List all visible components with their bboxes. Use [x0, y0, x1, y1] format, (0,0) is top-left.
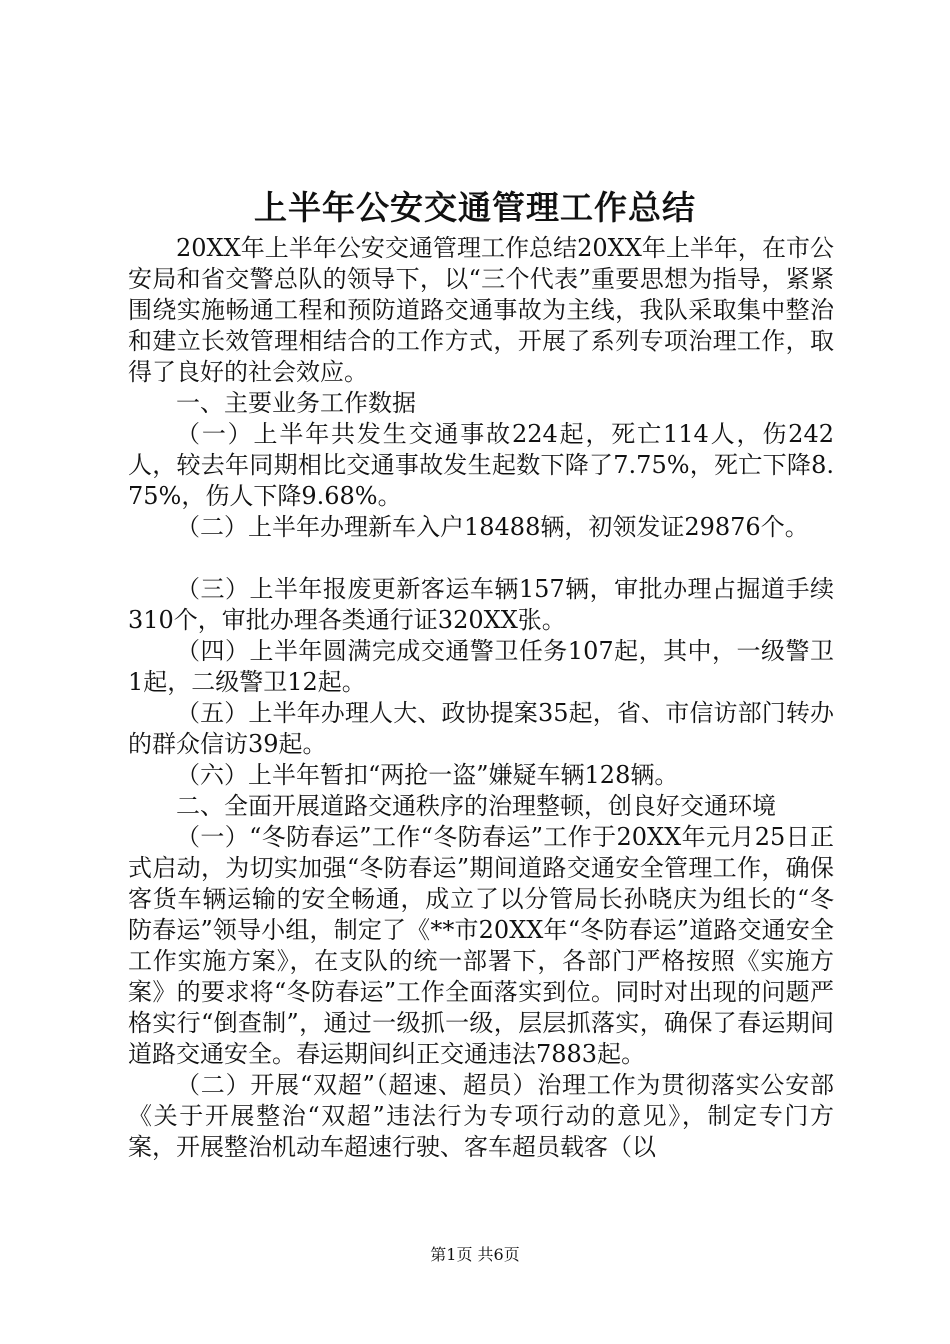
section-heading-2: 二、全面开展道路交通秩序的治理整顿，创良好交通环境	[176, 792, 776, 820]
data-item-6: （六）上半年暂扣“两抢一盗”嫌疑车辆128辆。	[176, 761, 679, 789]
data-item-2: （二）上半年办理新车入户18488辆，初领发证29876个。	[176, 513, 809, 541]
intro-paragraph: 20XX年上半年公安交通管理工作总结20XX年上半年，在市公安局和省交警总队的领导下，以“三个代表”重要思想为指导，紧紧围绕实施畅通工程和预防道路交通事故为主线，我队采取集中整治和建立长效管理相结合的工作方式，开展了系列专项治理工作，取得了良好的社会效应。	[128, 234, 834, 386]
data-item-5: （五）上半年办理人大、政协提案35起，省、市信访部门转办的群众信访39起。	[128, 699, 834, 758]
data-item-1: （一）上半年共发生交通事故224起，死亡114人，伤242人，较去年同期相比交通事故发生起数下降了7.75%，死亡下降8.75%，伤人下降9.68%。	[128, 420, 834, 510]
document-body	[128, 233, 834, 1163]
section-heading-1: 一、主要业务工作数据	[176, 389, 416, 417]
data-item-3: （三）上半年报废更新客运车辆157辆，审批办理占掘道手续310个，审批办理各类通行证320XX张。	[128, 575, 834, 634]
double-over-paragraph: （二）开展“双超”（超速、超员）治理工作为贯彻落实公安部《关于开展整治“双超”违法行为专项行动的意见》，制定专门方案，开展整治机动车超速行驶、客车超员载客（以	[128, 1071, 834, 1161]
page-footer: 第1页 共6页	[430, 1245, 520, 1264]
data-item-4: （四）上半年圆满完成交通警卫任务107起，其中，一级警卫1起，二级警卫12起。	[128, 637, 834, 696]
winter-spring-paragraph: （一）“冬防春运”工作“冬防春运”工作于20XX年元月25日正式启动，为切实加强“冬防春运”期间道路交通安全管理工作，确保客货车辆运输的安全畅通，成立了以分管局长孙晓庆为组长的“冬防春运”领导小组，制定了《**市20XX年“冬防春运”道路交通安全工作实施方案》，在支队的统一部署下，各部门严格按照《实施方案》的要求将“冬防春运”工作全面落实到位。同时对出现的问题严格实行“倒查制”，通过一级抓一级，层层抓落实，确保了春运期间道路交通安全。春运期间纠正交通违法7883起。	[128, 823, 834, 1068]
document-title: 上半年公安交通管理工作总结	[254, 188, 696, 227]
